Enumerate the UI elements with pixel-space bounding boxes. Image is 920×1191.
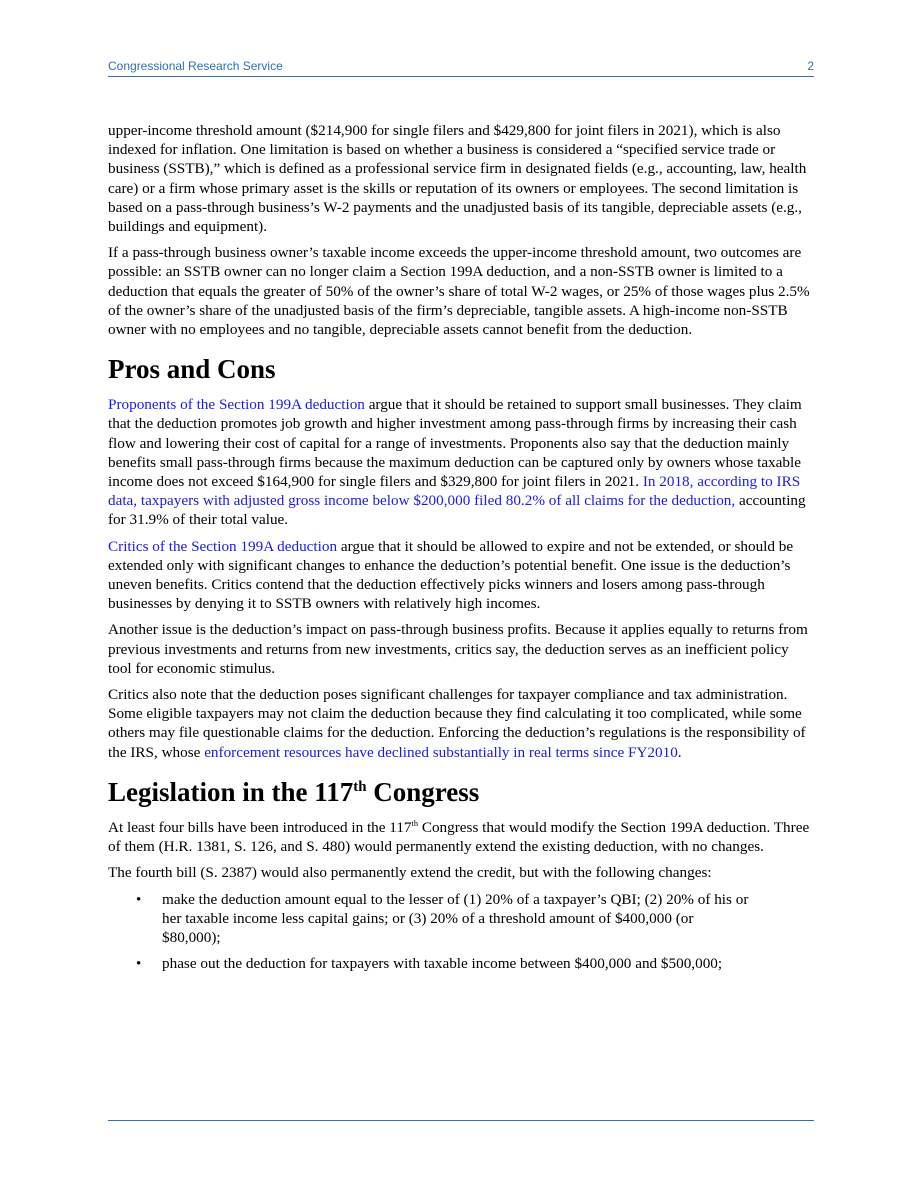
- header-organization[interactable]: Congressional Research Service: [108, 59, 283, 73]
- section-heading-legislation: Legislation in the 117th Congress: [108, 776, 480, 807]
- paragraph-profits: Another issue is the deduction’s impact on pass-through business profits. Because it applies equally to returns from previous investments and returns from new investments, critics say, the deduction serves as an inefficient policy tool for economic stimulus.: [108, 621, 808, 677]
- section-heading-pros-cons: Pros and Cons: [108, 354, 276, 385]
- list-item: • make the deduction amount equal to the lesser of (1) 20% of a taxpayer’s QBI; (2) 20% of his or her taxable income less capital gains; or (3) 20% of a threshold amount of $400,000 (or $80,000);: [136, 890, 749, 946]
- link-irs-data[interactable]: In 2018, according to IRS data, taxpayers with adjusted gross income below $200,000 filed 80.2% of all claims for the deduction,: [108, 473, 801, 510]
- link-critics[interactable]: Critics of the Section 199A deduction: [108, 537, 338, 555]
- paragraph-bills: At least four bills have been introduced in the 117th Congress that would modify the Section 199A deduction. Three of them (H.R. 1381, S. 126, and S. 480) would permanently extend the existing deduction, with no changes.: [108, 818, 810, 856]
- paragraph-fourth-bill: The fourth bill (S. 2387) would also permanently extend the credit, but with the following changes:: [108, 864, 712, 882]
- paragraph-critics: Critics of the Section 199A deduction argue that it should be allowed to expire and not be extended, or should be extended only with significant changes to enhance the deduction’s potential benefit. One issue is the deduction’s uneven benefits. Critics contend that the deduction effectively picks winners and losers among pass-through businesses by denying it to SSTB owners with relatively high incomes.: [108, 537, 794, 613]
- page-number: 2: [807, 59, 814, 73]
- bullet-icon: •: [136, 890, 142, 908]
- link-proponents[interactable]: Proponents of the Section 199A deduction: [108, 396, 365, 414]
- paragraph-threshold: upper-income threshold amount ($214,900 for single filers and $429,800 for joint filers in 2021), which is also indexed for inflation. One limitation is based on whether a business is considered a “specified service trade or business (SSTB),” which is defined as a professional service firm in designated fields (e.g., accounting, law, health care) or a firm whose primary asset is the skills or reputation of its owners or employees. The second limitation is based on a pass-through business’s W-2 payments and the unadjusted basis of its tangible, depreciable assets (e.g., buildings and equipment).: [108, 122, 807, 236]
- paragraph-outcomes: If a pass-through business owner’s taxable income exceeds the upper-income threshold amount, two outcomes are possible: an SSTB owner can no longer claim a Section 199A deduction, and a non-SSTB owner is limited to a deduction that equals the greater of 50% of the owner’s share of total W-2 wages, or 25% of those wages plus 2.5% of the owner’s share of the unadjusted basis of the firm’s depreciable, tangible assets. A high-income non-SSTB owner with no employees and no tangible, depreciable assets cannot benefit from the deduction.: [108, 244, 810, 339]
- bullet-icon: •: [136, 955, 142, 973]
- document-body: [108, 121, 814, 980]
- paragraph-compliance: Critics also note that the deduction poses significant challenges for taxpayer compliance and tax administration. Some eligible taxpayers may not claim the deduction because they find calculating it too complicated, while some others may file questionable claims for the deduction. Enforcing the deduction’s regulations is the responsibility of the IRS, whose enforcement resources have declined substantially in real terms since FY2010.: [108, 686, 806, 761]
- changes-list: [108, 890, 814, 974]
- list-item: • phase out the deduction for taxpayers with taxable income between $400,000 and $500,000;: [136, 955, 723, 973]
- footer-rule: [108, 1120, 814, 1121]
- link-enforcement-resources[interactable]: enforcement resources have declined substantially in real terms since FY2010: [204, 743, 678, 761]
- paragraph-proponents: Proponents of the Section 199A deduction argue that it should be retained to support small businesses. They claim that the deduction promotes job growth and higher investment among pass-through firms by increasing their cash flow and lowering their cost of capital for a range of investments. Proponents also say that the deduction mainly benefits small pass-through firms because the maximum deduction can be captured only by owners whose taxable income does not exceed $164,900 for single filers and $329,800 for joint filers in 2021. In 2018, according to IRS data, taxpayers with adjusted gross income below $200,000 filed 80.2% of all claims for the deduction, accounting for 31.9% of their total value.: [108, 396, 806, 529]
- page-header: [108, 58, 814, 77]
